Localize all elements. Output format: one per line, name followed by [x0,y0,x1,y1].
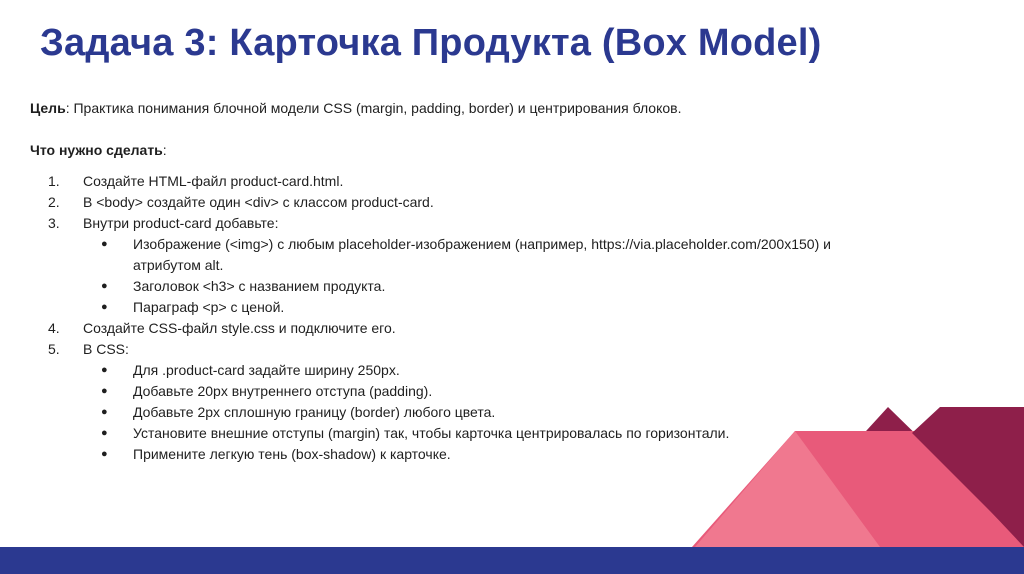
bullet-text: Примените легкую тень (box-shadow) к карточке. [133,446,451,462]
step-number: 1. [48,173,60,189]
slide-title: Задача 3: Карточка Продукта (Box Model) [40,22,822,64]
bullet-text: Заголовок <h3> с названием продукта. [133,278,386,294]
bullet-text: Изображение (<img>) с любым placeholder-изображением (например, https://via.placeholder.com/200x150) и [133,236,831,252]
bullet-icon: ● [101,280,108,292]
step-text: Создайте CSS-файл style.css и подключите его. [83,320,396,336]
bullet-icon: ● [101,301,108,313]
bullet-icon: ● [101,406,108,418]
step-text: Внутри product-card добавьте: [83,215,279,231]
bullet-icon: ● [101,448,108,460]
bullet-text: Установите внешние отступы (margin) так, чтобы карточка центрировалась по горизонтали. [133,425,730,441]
bullet-text: Добавьте 20px внутреннего отступа (padding). [133,383,433,399]
goal-label: Цель [30,100,66,116]
step-text: В CSS: [83,341,129,357]
bullet-icon: ● [101,385,108,397]
step-number: 2. [48,194,60,210]
step-number: 5. [48,341,60,357]
bottom-bar [0,547,1024,574]
bullet-icon: ● [101,238,108,250]
bullet-text: Параграф <p> с ценой. [133,299,285,315]
todo-label: Что нужно сделать [30,142,163,158]
step-text: Создайте HTML-файл product-card.html. [83,173,344,189]
step-text: В <body> создайте один <div> с классом product-card. [83,194,434,210]
goal-text: : Практика понимания блочной модели CSS (margin, padding, border) и центрирования блоков. [65,100,682,116]
bullet-text: атрибутом alt. [133,257,224,273]
step-number: 4. [48,320,60,336]
bullet-icon: ● [101,427,108,439]
bullet-text: Добавьте 2px сплошную границу (border) любого цвета. [133,404,496,420]
bullet-text: Для .product-card задайте ширину 250px. [133,362,400,378]
bullet-icon: ● [101,364,108,376]
todo-colon: : [162,142,167,158]
step-number: 3. [48,215,60,231]
